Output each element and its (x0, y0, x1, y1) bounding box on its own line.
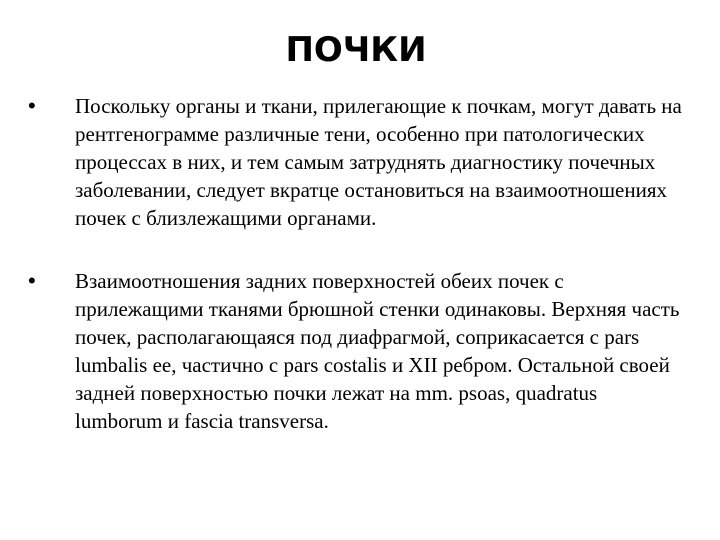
bullet-item (28, 92, 688, 232)
slide-title: ПОЧКИ (285, 30, 427, 70)
bullet-marker: • (28, 93, 36, 118)
bullet-marker: • (28, 268, 36, 293)
bullet-list (28, 92, 688, 435)
bullet-text: Взаимоотношения задних поверхностей обеих почек с прилежащими тканями брюшной стенки одинаковы. Верхняя часть почек, располагающаяся под диафрагмой, соприкасается с pars lumbalis ее, частично с pars costalis и XII ребром. Остальной своей задней поверхностью почки лежат на mm. psoas, quadratus lumborum и fascia transversa. (75, 269, 680, 433)
bullet-text: Поскольку органы и ткани, прилегающие к почкам, могут давать на рентгенограмме различные тени, особенно при патологических процессах в них, и тем самым затруднять диагностику почечных заболевании, следует вкратце остановиться на взаимоотношениях почек с близлежащими органами. (75, 94, 682, 230)
bullet-item (28, 267, 688, 435)
